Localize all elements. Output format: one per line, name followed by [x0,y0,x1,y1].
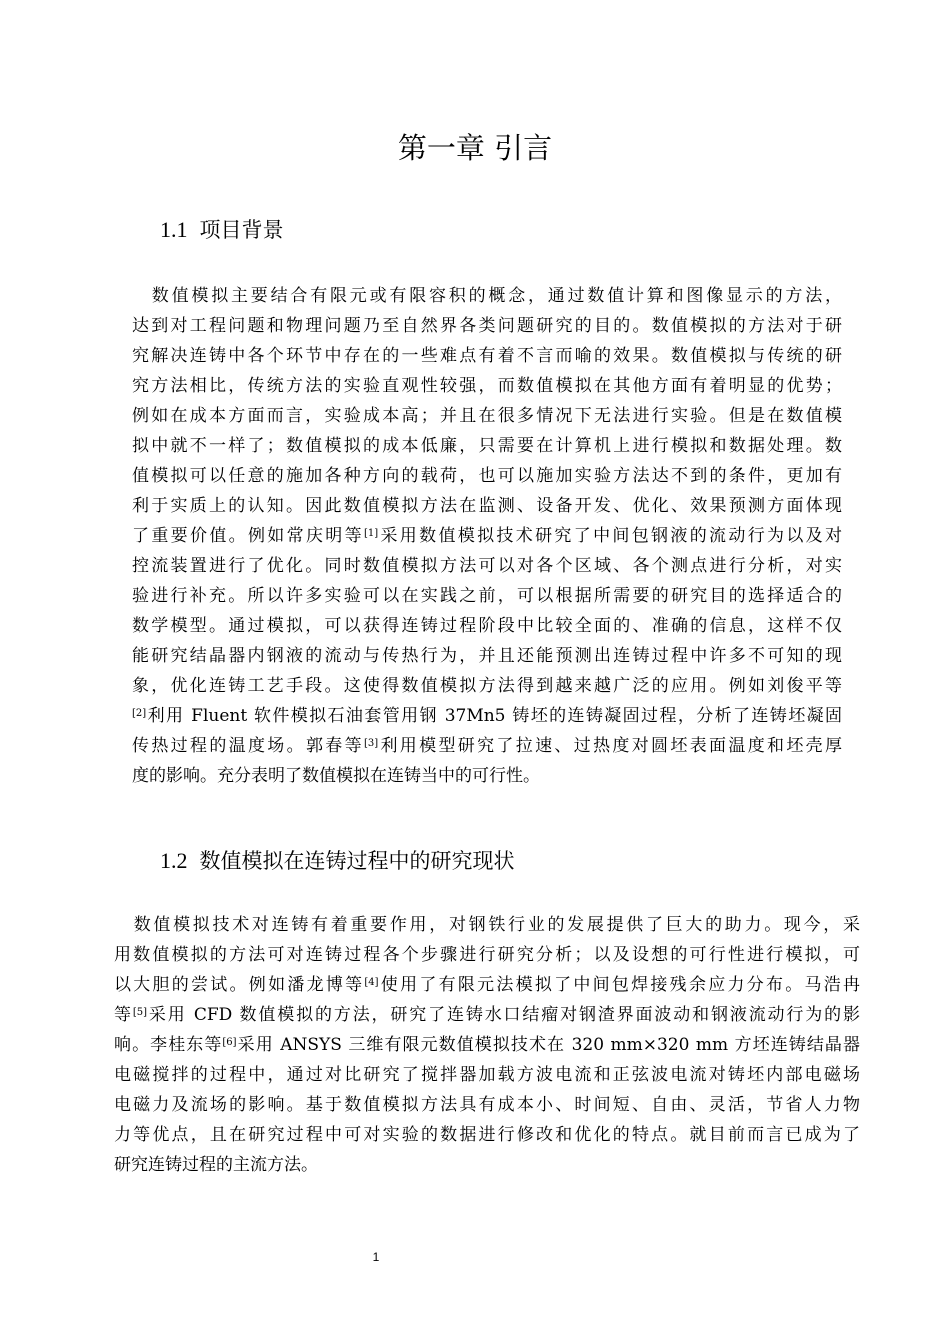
paragraph-line: 数值模拟主要结合有限元或有限容积的概念，通过数值计算和图像显示的方法， [132,286,842,306]
paragraph-line: 利于实质上的认知。因此数值模拟方法在监测、设备开发、优化、效果预测方面体现 [132,496,842,516]
paragraph-line: 值模拟可以任意的施加各种方向的载荷，也可以施加实验方法达不到的条件，更加有 [132,466,842,486]
paragraph-line: 例如在成本方面而言，实验成本高；并且在很多情况下无法进行实验。但是在数值模 [132,406,842,426]
paragraph-line: 能研究结晶器内钢液的流动与传热行为，并且还能预测出连铸过程中许多不可知的现 [132,646,842,666]
section-1-2-paragraph [114,910,860,1180]
section-number: 1.2 [160,848,188,873]
paragraph-line: 研究连铸过程的主流方法。 [114,1155,318,1175]
section-number: 1.1 [160,217,188,242]
paragraph-line: 力等优点，且在研究过程中可对实验的数据进行修改和优化的特点。就目前而言已成为了 [114,1125,860,1145]
paragraph-line: 控流装置进行了优化。同时数值模拟方法可以对各个区域、各个测点进行分析，对实 [132,556,842,576]
paragraph-line: 响。李桂东等[6]采用 ANSYS 三维有限元数值模拟技术在 320 mm×320 mm 方坯连铸结晶器 [114,1035,860,1055]
paragraph-line: 度的影响。充分表明了数值模拟在连铸当中的可行性。 [132,766,540,786]
page-number: 1 [372,1250,380,1264]
paragraph-line: [2]利用 Fluent 软件模拟石油套管用钢 37Mn5 铸坯的连铸凝固过程，分析了连铸坯凝固 [132,706,842,726]
section-1-1-paragraph [132,281,842,791]
section-heading-1-1 [160,214,284,244]
paragraph-line: 究方法相比，传统方法的实验直观性较强，而数值模拟在其他方面有着明显的优势； [132,376,842,396]
paragraph-line: 验进行补充。所以许多实验可以在实践之前，可以根据所需要的研究目的选择适合的 [132,586,842,606]
chapter-title: 第一章 引言 [397,131,553,165]
citation-marker: [5] [132,1007,148,1018]
citation-marker: [4] [364,977,379,988]
paragraph-line: 拟中就不一样了；数值模拟的成本低廉，只需要在计算机上进行模拟和数据处理。数 [132,436,842,456]
section-heading-1-2 [160,845,515,875]
paragraph-line: 达到对工程问题和物理问题乃至自然界各类问题研究的目的。数值模拟的方法对于研 [132,316,842,336]
paragraph-line: 等[5]采用 CFD 数值模拟的方法，研究了连铸水口结瘤对钢渣界面波动和钢液流动行为的影 [114,1005,860,1025]
citation-marker: [3] [363,738,379,749]
paragraph-line: 究解决连铸中各个环节中存在的一些难点有着不言而喻的效果。数值模拟与传统的研 [132,346,842,366]
section-title: 项目背景 [199,218,284,242]
citation-marker: [6] [222,1037,237,1048]
section-title: 数值模拟在连铸过程中的研究现状 [199,849,515,873]
paragraph-line: 以大胆的尝试。例如潘龙博等[4]使用了有限元法模拟了中间包焊接残余应力分布。马浩冉 [114,975,861,995]
paragraph-line: 用数值模拟的方法可对连铸过程各个步骤进行研究分析；以及设想的可行性进行模拟，可 [114,945,860,965]
paragraph-line: 电磁搅拌的过程中，通过对比研究了搅拌器加载方波电流和正弦波电流对铸坯内部电磁场 [114,1065,860,1085]
paragraph-line: 象，优化连铸工艺手段。这使得数值模拟方法得到越来越广泛的应用。例如刘俊平等 [132,676,842,696]
paragraph-line: 了重要价值。例如常庆明等[1]采用数值模拟技术研究了中间包钢液的流动行为以及对 [132,526,843,546]
paragraph-line: 电磁力及流场的影响。基于数值模拟方法具有成本小、时间短、自由、灵活，节省人力物 [114,1095,860,1115]
citation-marker: [2] [132,708,147,719]
paragraph-line: 数值模拟技术对连铸有着重要作用，对钢铁行业的发展提供了巨大的助力。现今，采 [114,915,860,935]
paragraph-line: 数学模型。通过模拟，可以获得连铸过程阶段中比较全面的、准确的信息，这样不仅 [132,616,842,636]
paragraph-line: 传热过程的温度场。郭春等[3]利用模型研究了拉速、过热度对圆坯表面温度和坯壳厚 [132,736,843,756]
citation-marker: [1] [363,528,379,539]
